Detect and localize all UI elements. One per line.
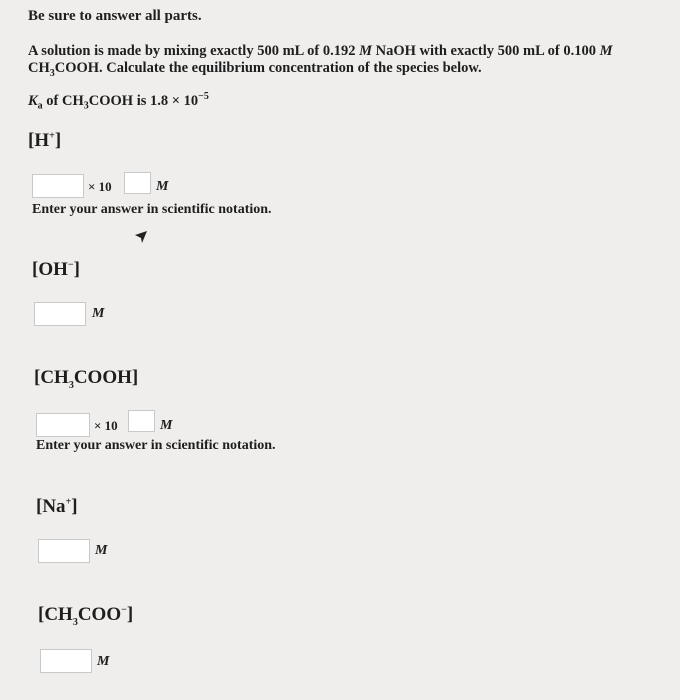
times-ten-label: × 10	[88, 179, 112, 194]
scientific-notation-hint: Enter your answer in scientific notation.	[32, 202, 272, 217]
species-label-na: [Na+]	[36, 496, 78, 517]
ch3cooh-mantissa-input[interactable]	[36, 413, 90, 437]
ka-statement: $K_a$ of $CH_3COOH$ is $1.8 \times 10^{-5}$	[28, 90, 209, 112]
molar-unit: M	[92, 306, 105, 321]
molar-unit: M	[97, 654, 110, 669]
species-label-ch3coo: $[CH_3COO^-]$	[38, 604, 134, 628]
question-text	[28, 43, 678, 115]
species-label-oh: [OH−]	[32, 259, 80, 280]
h-exponent-input[interactable]	[124, 172, 151, 194]
species-label-ch3cooh: $[CH_3COOH]$	[34, 367, 139, 391]
na-value-input[interactable]	[38, 539, 90, 563]
mouse-cursor-icon	[134, 230, 148, 244]
molar-unit: M	[95, 543, 108, 558]
ch3coo-value-input[interactable]	[40, 649, 92, 673]
molar-unit: M	[156, 179, 169, 194]
question-line-1: A solution is made by mixing exactly 500 mL of 0.192 M NaOH with exactly 500 mL of 0.100 M	[28, 43, 613, 59]
instructions-header: Be sure to answer all parts.	[28, 8, 202, 24]
molar-unit: M	[160, 418, 173, 433]
oh-value-input[interactable]	[34, 302, 86, 326]
species-label-h: [H+]	[28, 130, 62, 151]
question-line-2: $CH_3COOH$. Calculate the equilibrium concentration of the species below.	[28, 60, 482, 79]
times-ten-label: × 10	[94, 418, 118, 433]
h-mantissa-input[interactable]	[32, 174, 84, 198]
scientific-notation-hint: Enter your answer in scientific notation.	[36, 438, 276, 453]
ch3cooh-exponent-input[interactable]	[128, 410, 155, 432]
